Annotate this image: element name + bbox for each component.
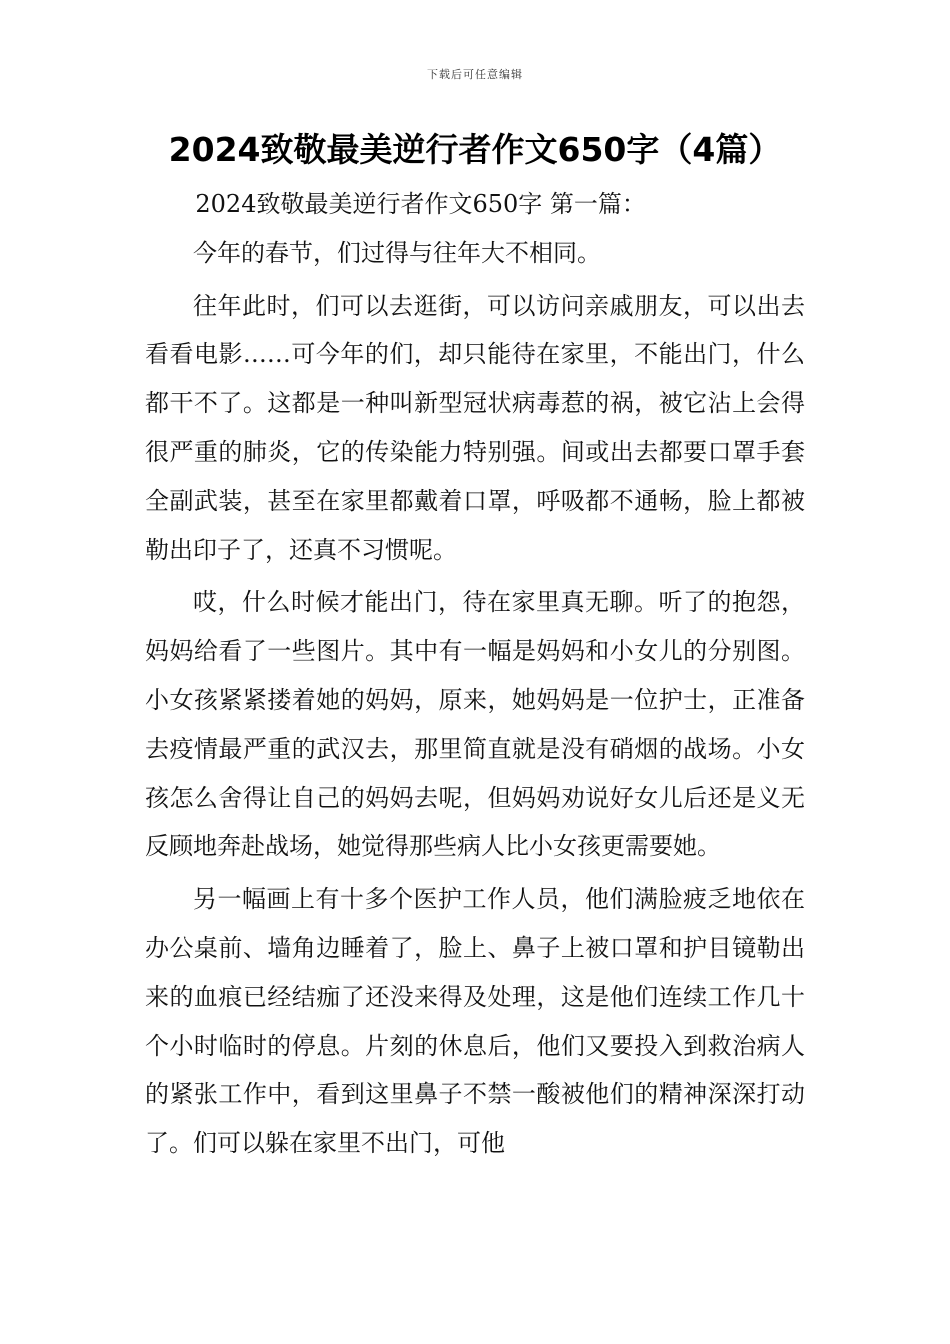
header-note: 下载后可任意编辑	[427, 68, 523, 81]
paragraph: 另一幅画上有十多个医护工作人员，他们满脸疲乏地依在办公桌前、墙角边睡着了，脸上、鼻子上被口罩和护目镜勒出来的血痕已经结痂了还没来得及处理，这是他们连续工作几十个小时临时的停息。片刻的休息后，他们又要投入到救治病人的紧张工作中，看到这里鼻子不禁一酸被他们的精神深深打动了。们可以躲在家里不出门，可他	[145, 885, 805, 1158]
document-body	[145, 180, 805, 1168]
document-title: 2024致敬最美逆行者作文650字（4篇）	[168, 130, 782, 169]
paragraph: 哎，什么时候才能出门，待在家里真无聊。听了的抱怨，妈妈给看了一些图片。其中有一幅是妈妈和小女儿的分别图。小女孩紧紧搂着她的妈妈，原来，她妈妈是一位护士，正准备去疫情最严重的武汉去，那里简直就是没有硝烟的战场。小女孩怎么舍得让自己的妈妈去呢，但妈妈劝说好女儿后还是义无反顾地奔赴战场，她觉得那些病人比小女孩更需要她。	[145, 588, 805, 861]
paragraph: 往年此时，们可以去逛街，可以访问亲戚朋友，可以出去看看电影……可今年的们，却只能待在家里，不能出门，什么都干不了。这都是一种叫新型冠状病毒惹的祸，被它沾上会得很严重的肺炎，它的传染能力特别强。间或出去都要口罩手套全副武装，甚至在家里都戴着口罩，呼吸都不通畅，脸上都被勒出印子了，还真不习惯呢。	[145, 291, 805, 564]
paragraph: 今年的春节，们过得与往年大不相同。	[193, 238, 601, 267]
section-subheading: 2024致敬最美逆行者作文650字 第一篇：	[195, 190, 646, 218]
